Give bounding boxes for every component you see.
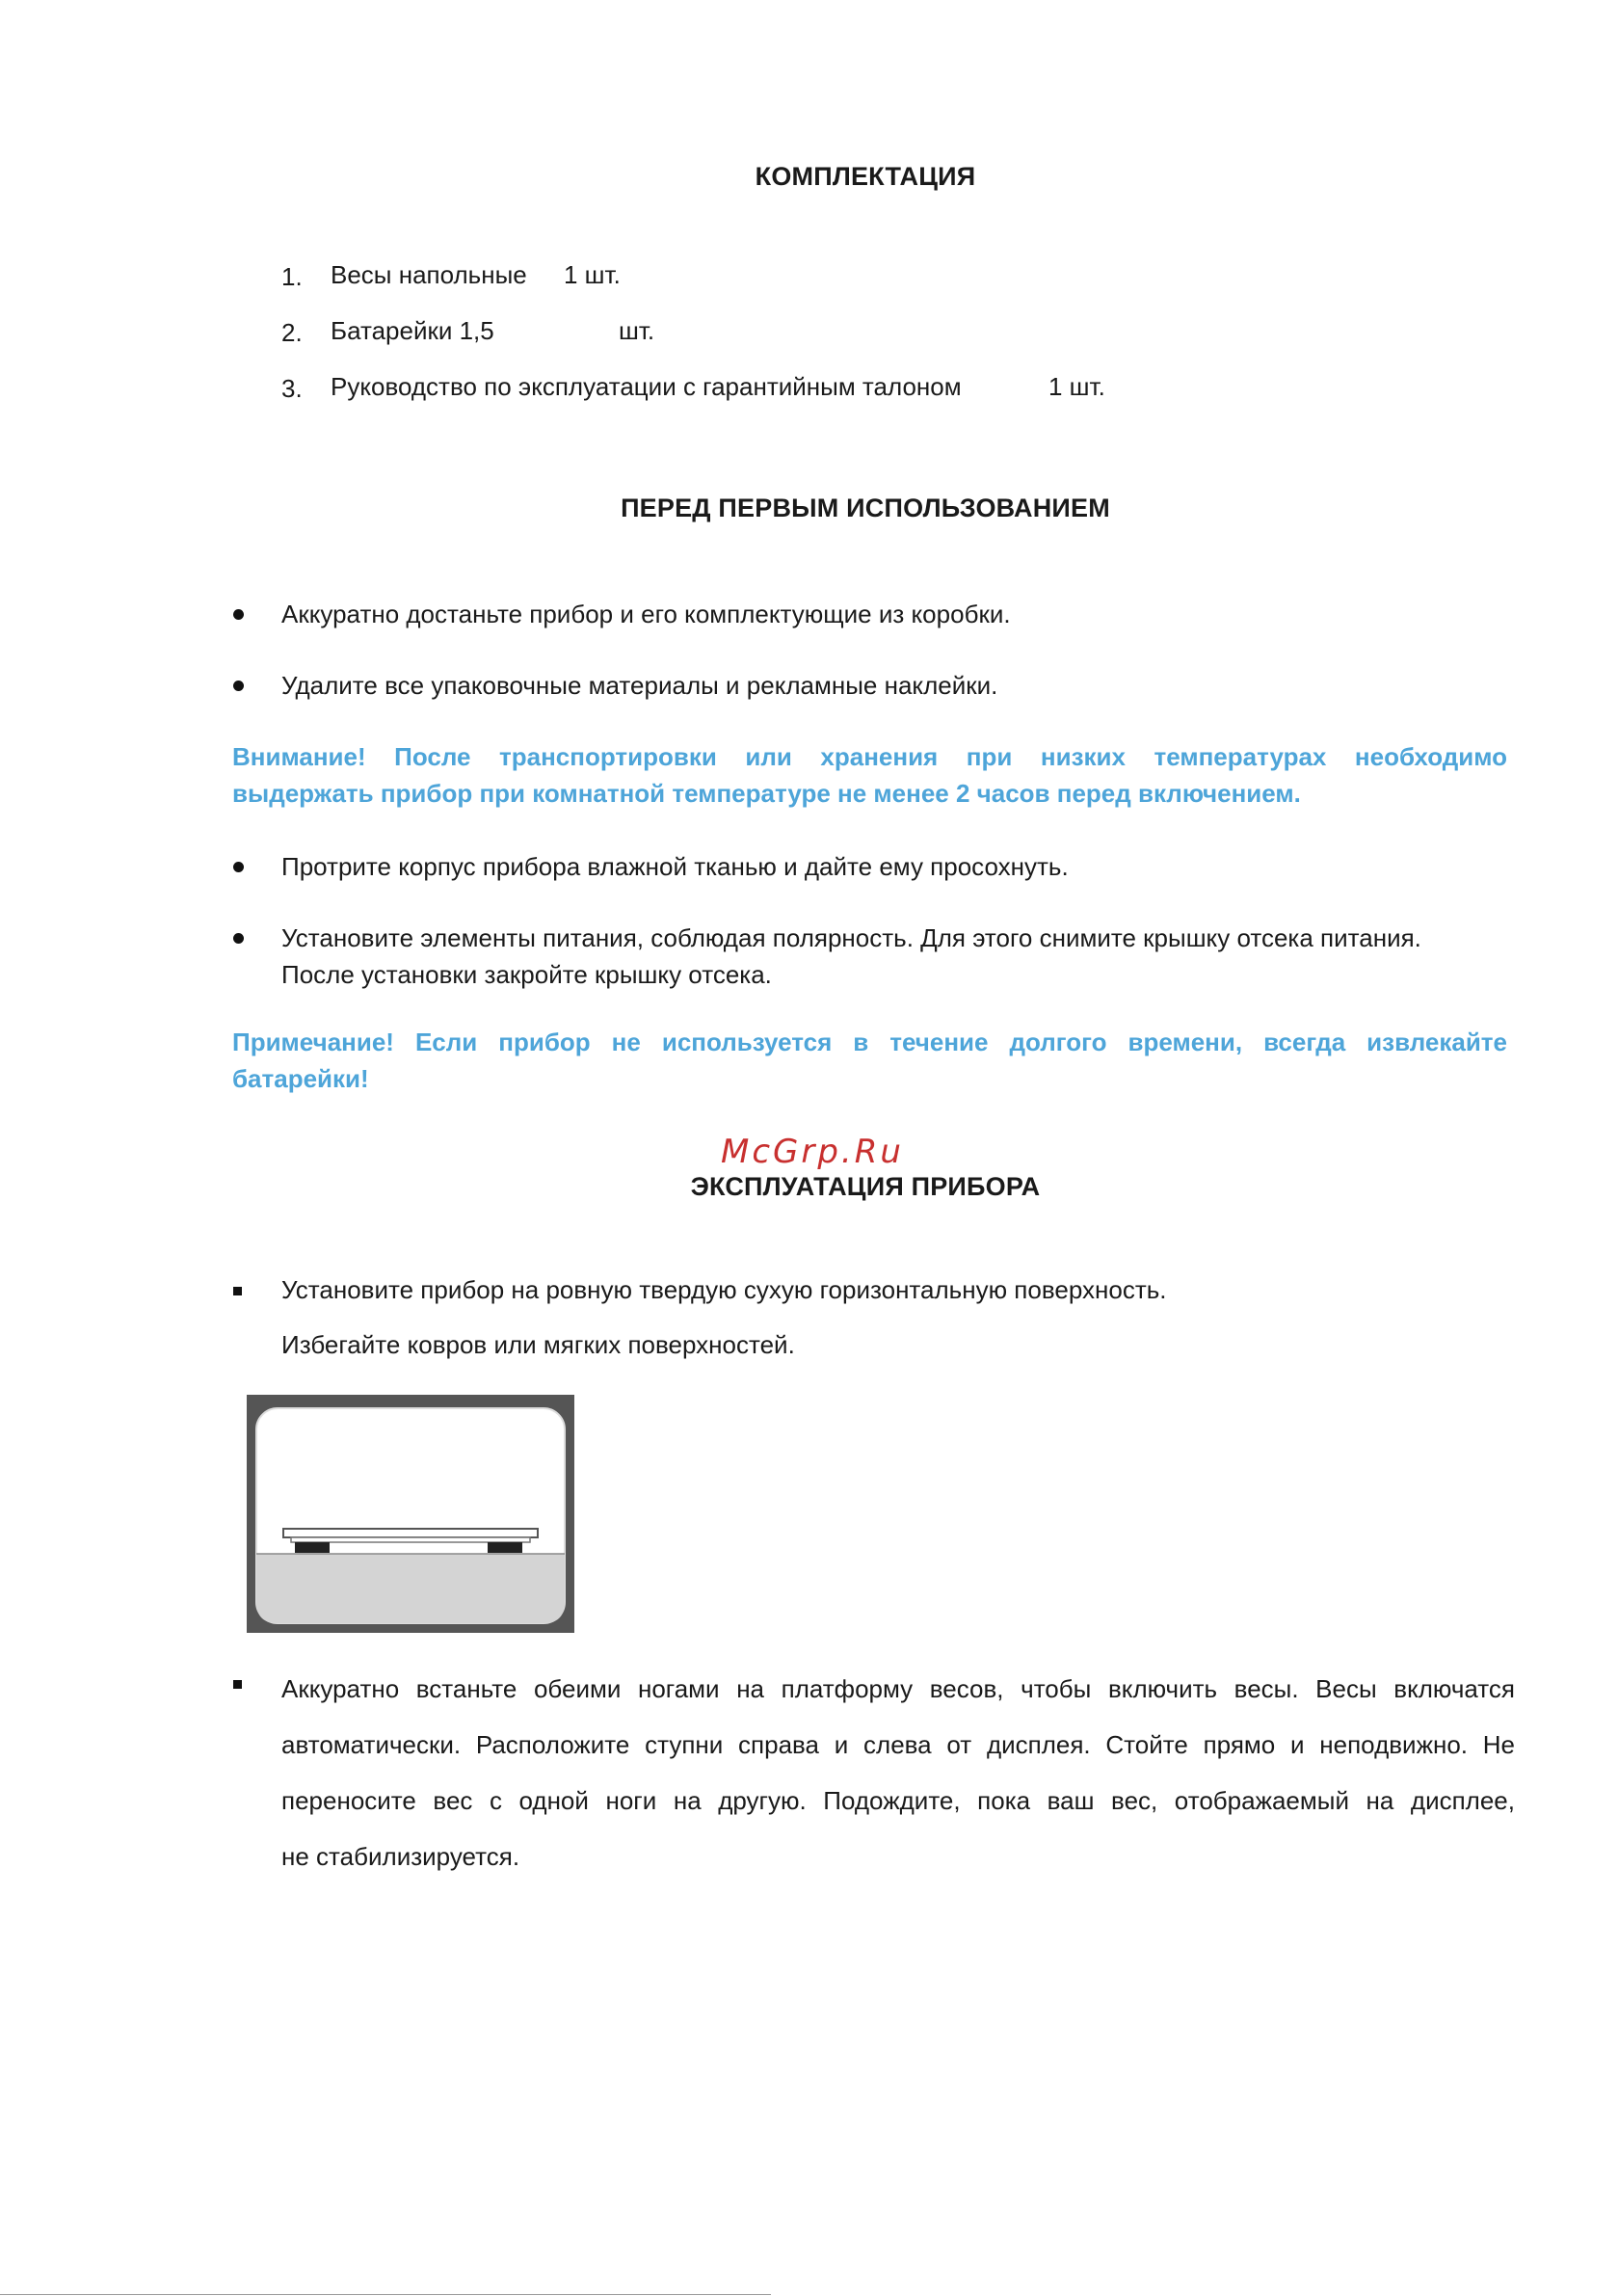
list-item-qty: 1 шт. (1048, 372, 1105, 401)
scale-foot-right (488, 1542, 522, 1553)
list-number: 1. (281, 262, 303, 291)
note-line: батарейки! (232, 1064, 369, 1093)
paragraph-line: не стабилизируется. (281, 1842, 520, 1871)
bullet-text: Установите элементы питания, соблюдая полярность. Для этого снимите крышку отсека питания. (281, 923, 1421, 952)
bullet-dot (233, 933, 244, 944)
section-title-operation: ЭКСПЛУАТАЦИЯ ПРИБОРА (690, 1172, 1041, 1201)
bullet-dot (233, 681, 244, 691)
list-item-qty: 1 шт. (564, 260, 621, 289)
list-item-qty: шт. (619, 316, 655, 345)
bullet-text: Протрите корпус прибора влажной тканью и дайте ему просохнуть. (281, 852, 1069, 881)
scale-base (291, 1537, 530, 1542)
section-title-before-use: ПЕРЕД ПЕРВЫМ ИСПОЛЬЗОВАНИЕМ (621, 494, 1110, 522)
list-item-text: Батарейки 1,5 (331, 316, 494, 345)
bullet-dot (233, 862, 244, 872)
list-number: 3. (281, 374, 303, 403)
bullet-square (233, 1287, 242, 1295)
list-number: 2. (281, 318, 303, 347)
bullet-square (233, 1680, 242, 1689)
section-title-contents: КОМПЛЕКТАЦИЯ (755, 162, 976, 191)
scale-foot-left (295, 1542, 330, 1553)
scale-platform (283, 1529, 538, 1537)
paragraph-line: Аккуратно встаньте обеими ногами на платформу весов, чтобы включить весы. Весы включатся (281, 1674, 1515, 1703)
bullet-text: Удалите все упаковочные материалы и рекламные наклейки. (281, 671, 998, 700)
warning-line: Внимание! После транспортировки или хранения при низких температурах необходимо (232, 742, 1507, 771)
bullet-text-continuation: После установки закройте крышку отсека. (281, 960, 772, 989)
warning-line: выдержать прибор при комнатной температуре не менее 2 часов перед включением. (232, 779, 1301, 808)
footer-divider (0, 2294, 771, 2295)
bullet-text: Аккуратно достаньте прибор и его комплектующие из коробки. (281, 600, 1011, 628)
bullet-dot (233, 609, 244, 620)
floor-surface (256, 1554, 565, 1623)
note-line: Примечание! Если прибор не используется в течение долгого времени, всегда извлекайте (232, 1028, 1507, 1056)
list-item-text: Весы напольные (331, 260, 527, 289)
scale-on-surface-illustration (247, 1395, 574, 1633)
paragraph-line: переносите вес с одной ноги на другую. Подождите, пока ваш вес, отображаемый на дисплее, (281, 1786, 1515, 1815)
paragraph-line: автоматически. Расположите ступни справа и слева от дисплея. Стойте прямо и неподвижно. Не (281, 1730, 1515, 1759)
list-item-text: Руководство по эксплуатации с гарантийным талоном (331, 372, 962, 401)
bullet-text-continuation: Избегайте ковров или мягких поверхностей. (281, 1330, 795, 1359)
watermark-text: McGrp.Ru (721, 1133, 904, 1171)
bullet-text: Установите прибор на ровную твердую сухую горизонтальную поверхность. (281, 1275, 1167, 1304)
operation-paragraph (281, 1661, 1515, 1884)
